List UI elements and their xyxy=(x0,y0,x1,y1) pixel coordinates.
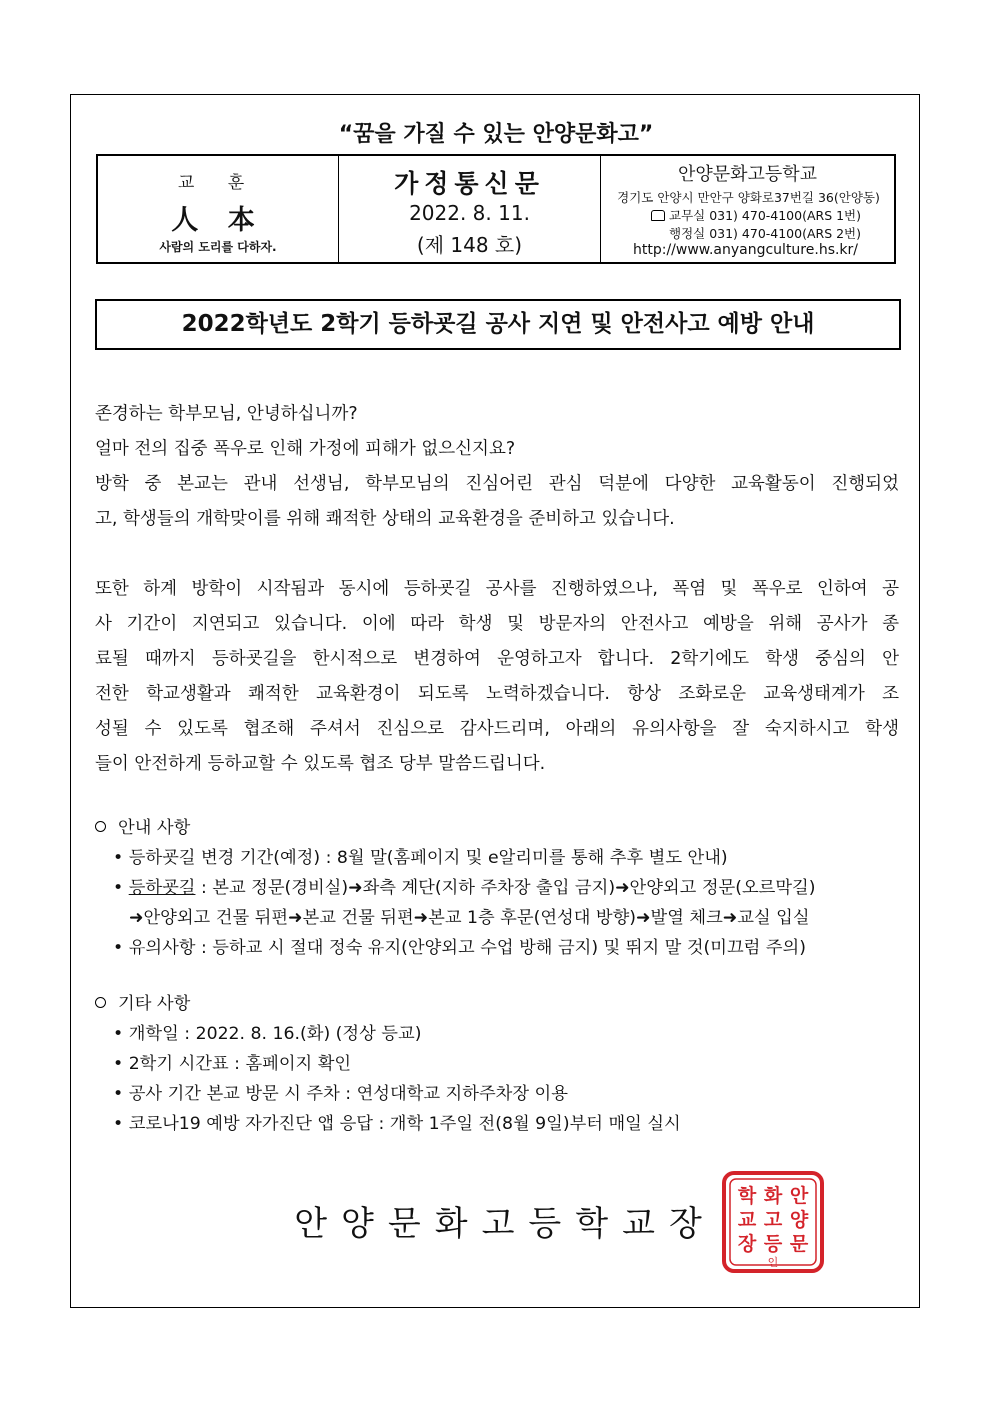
other-item: • 2학기 시간표 : 홈페이지 확인 xyxy=(113,1054,352,1074)
phone-icon xyxy=(651,210,665,221)
svg-text:양: 양 xyxy=(789,1209,809,1231)
phone-office-line xyxy=(607,206,890,224)
body-line: 방학 중 본교는 관내 선생님, 학부모님의 진심어린 관심 덕분에 다양한 교육활동이 진행되었 xyxy=(95,474,899,494)
body-line: 존경하는 학부모님, 안녕하십니까? xyxy=(95,404,358,424)
body-line: 또한 하계 방학이 시작됨과 동시에 등하굣길 공사를 진행하였으나, 폭염 및 폭우로 인하여 공 xyxy=(95,579,899,599)
route-label: 등하굣길 xyxy=(128,878,196,898)
body-line: 얼마 전의 집중 폭우로 인해 가정에 피해가 없으신지요? xyxy=(95,439,516,459)
notice-heading-text: 안내 사항 xyxy=(118,818,191,838)
other-item-text: 2학기 시간표 : 홈페이지 확인 xyxy=(128,1054,352,1074)
notice-item-text: 등하굣길 변경 기간(예정) : 8월 말(홈페이지 및 e알리미를 통해 추후 별도 안내) xyxy=(128,848,728,868)
school-motto-cell xyxy=(98,156,339,262)
other-heading-text: 기타 사항 xyxy=(118,994,191,1014)
school-address: 경기도 안양시 만안구 양화로37번길 36(안양동) xyxy=(617,190,880,205)
other-section xyxy=(95,989,899,1139)
notice-section xyxy=(95,813,899,963)
newsletter-header xyxy=(96,154,896,264)
other-item: • 코로나19 예방 자가진단 앱 응답 : 개학 1주일 전(8월 9일)부터 매일 실시 xyxy=(113,1114,681,1134)
other-item-text: 공사 기간 본교 방문 시 주차 : 연성대학교 지하주차장 이용 xyxy=(128,1084,568,1104)
notice-item-continued xyxy=(95,903,899,933)
notice-item: • 등하굣길 : 본교 정문(경비실)➜좌측 계단(지하 주차장 출입 금지)➜안양외고 정문(오르막길) xyxy=(113,878,816,898)
phone-office: 교무실 031) 470-4100(ARS 1번) xyxy=(669,208,862,223)
notice-title: 2022학년도 2학기 등하굣길 공사 지연 및 안전사고 예방 안내 xyxy=(95,299,901,350)
svg-text:화: 화 xyxy=(763,1185,783,1207)
svg-text:안: 안 xyxy=(789,1185,809,1207)
other-item-text: 개학일 : 2022. 8. 16.(화) (정상 등교) xyxy=(128,1024,422,1044)
principal-signature: 안양문화고등학교장 xyxy=(294,1204,716,1244)
phone-admin: 행정실 031) 470-4100(ARS 2번) xyxy=(669,226,862,241)
notice-item: • 등하굣길 변경 기간(예정) : 8월 말(홈페이지 및 e알리미를 통해 추후 별도 안내) xyxy=(113,848,728,868)
notice-item-text: : 본교 정문(경비실)➜좌측 계단(지하 주차장 출입 금지)➜안양외고 정문(오르막길) xyxy=(195,878,816,898)
notice-item: • 유의사항 : 등하교 시 절대 정숙 유지(안양외고 수업 방해 금지) 및 뛰지 말 것(미끄럼 주의) xyxy=(113,938,806,958)
notice-heading xyxy=(95,813,899,843)
body-line: 전한 학교생활과 쾌적한 교육환경이 되도록 노력하겠습니다. 항상 조화로운 교육생태계가 조 xyxy=(95,684,899,704)
notice-item-text: ➜안양외고 건물 뒤편➜본교 건물 뒤편➜본교 1층 후문(연성대 방향)➜발열 체크➜교실 입실 xyxy=(129,908,810,928)
svg-text:고: 고 xyxy=(763,1209,783,1231)
motto-label: 교 훈 xyxy=(177,173,259,193)
body-line: 성될 수 있도록 협조해 주셔서 진심으로 감사드리며, 아래의 유의사항을 잘 숙지하시고 학생 xyxy=(95,719,899,739)
other-item: • 공사 기간 본교 방문 시 주차 : 연성대학교 지하주차장 이용 xyxy=(113,1084,568,1104)
circle-bullet-icon xyxy=(95,997,106,1008)
svg-text:인: 인 xyxy=(767,1256,779,1269)
body-line: 고, 학생들의 개학맞이를 위해 쾌적한 상태의 교육환경을 준비하고 있습니다. xyxy=(95,509,675,529)
other-heading xyxy=(95,989,899,1019)
newsletter-info-cell xyxy=(339,156,601,262)
notice-item-text: 유의사항 : 등하교 시 절대 정숙 유지(안양외고 수업 방해 금지) 및 뛰지 말 것(미끄럼 주의) xyxy=(128,938,806,958)
svg-text:장: 장 xyxy=(737,1233,757,1255)
body-line: 들이 안전하게 등하교할 수 있도록 협조 당부 말씀드립니다. xyxy=(95,754,546,774)
school-motto: “꿈을 가질 수 있는 안양문화고” xyxy=(338,122,654,147)
letter-body xyxy=(95,397,899,782)
newsletter-issue: (제 148 호) xyxy=(416,233,523,257)
school-contact-cell xyxy=(601,156,894,262)
paragraph-gap xyxy=(95,537,899,572)
svg-text:등: 등 xyxy=(763,1233,783,1255)
circle-bullet-icon xyxy=(95,821,106,832)
motto-sub: 사람의 도리를 다하자. xyxy=(159,240,277,254)
school-seal-icon xyxy=(721,1170,825,1274)
newsletter-title: 가정통신문 xyxy=(394,169,545,198)
svg-text:문: 문 xyxy=(789,1233,809,1255)
school-website[interactable]: http://www.anyangculture.hs.kr/ xyxy=(633,242,859,258)
body-line: 사 기간이 지연되고 있습니다. 이에 따라 학생 및 방문자의 안전사고 예방을 위해 공사가 종 xyxy=(95,614,899,634)
other-item-text: 코로나19 예방 자가진단 앱 응답 : 개학 1주일 전(8월 9일)부터 매일 실시 xyxy=(128,1114,681,1134)
svg-text:교: 교 xyxy=(737,1209,757,1231)
other-item: • 개학일 : 2022. 8. 16.(화) (정상 등교) xyxy=(113,1024,422,1044)
school-name: 안양문화고등학교 xyxy=(677,164,818,185)
newsletter-date: 2022. 8. 11. xyxy=(409,201,530,225)
motto-main: 人 本 xyxy=(171,205,265,236)
body-line: 료될 때까지 등하굣길을 한시적으로 변경하여 운영하고자 합니다. 2학기에도 학생 중심의 안 xyxy=(95,649,899,669)
svg-text:학: 학 xyxy=(737,1185,757,1207)
